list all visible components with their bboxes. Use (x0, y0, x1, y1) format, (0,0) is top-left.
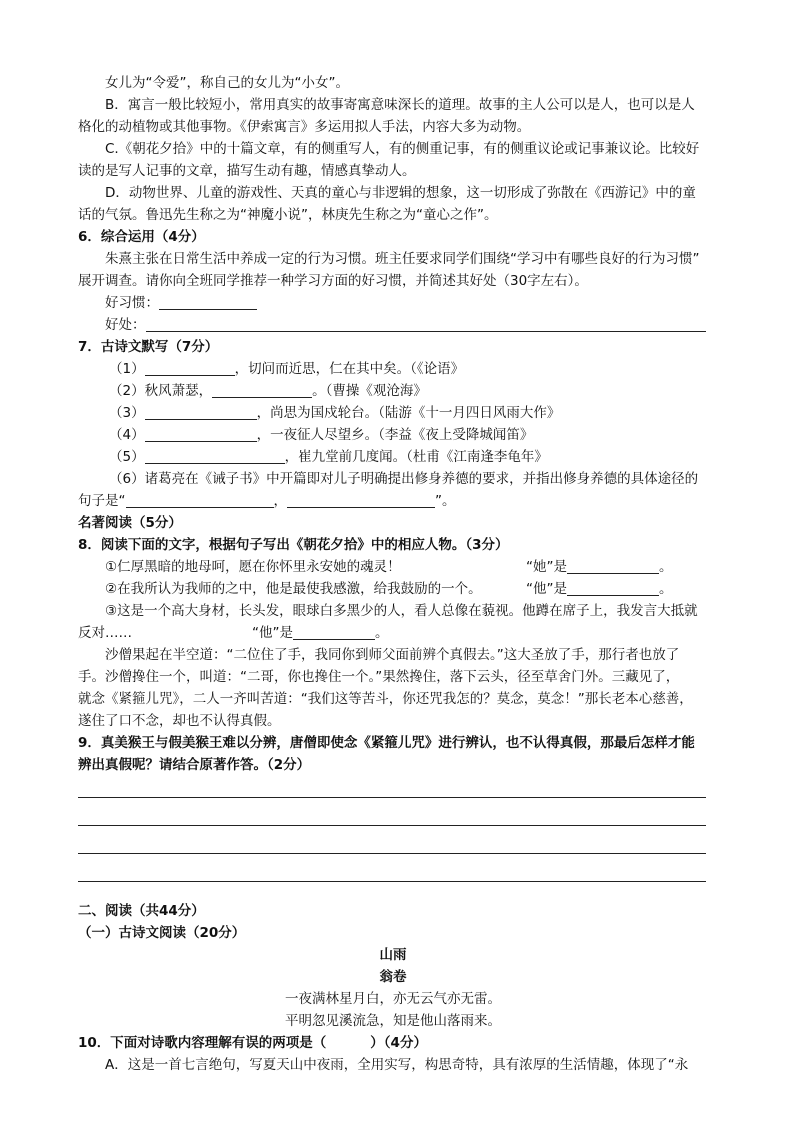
answer-line[interactable] (78, 832, 706, 854)
q8-item-3-cont (78, 622, 708, 644)
q7-item-2 (78, 380, 708, 402)
section-heading-mingzhu: 名著阅读（5分） (78, 515, 182, 531)
answer-blank[interactable] (567, 558, 659, 574)
answer-line[interactable] (78, 804, 706, 826)
passage-line: 手。沙僧搀住一个，叫道：“二哥，你也搀住一个。”果然搀住，落下云头，径至草舍门外。三藏见了， (78, 669, 680, 685)
q5-option-c-cont: 读的是写人记事的文章，描写生动有趣，情感真挚动人。 (78, 163, 416, 179)
exam-page (78, 72, 708, 1076)
q7-item-6: （6）诸葛亮在《诫子书》中开篇即对儿子明确提出修身养德的要求，并指出修身养德的具体途径的 (109, 471, 699, 487)
item-number: （1） (109, 361, 145, 377)
answer-blank[interactable] (567, 580, 659, 596)
answer-blank[interactable] (145, 448, 285, 464)
q5-option-c: C.《朝花夕拾》中的十篇文章，有的侧重写人，有的侧重记事，有的侧重议论或记事兼议论。比较好 (105, 141, 700, 157)
item-text: ”。 (435, 493, 456, 509)
q8-item-3: ③这是一个高大身材，长头发，眼球白多黑少的人，看人总像在藐视。他蹲在席子上，我发言大抵就 (105, 603, 698, 619)
passage-line: 遂住了口不念，却也不认得真假。 (78, 713, 281, 729)
item-text: ，一夜征人尽望乡。（李益《夜上受降城闻笛》 (256, 427, 534, 443)
q6-heading: 6．综合运用（4分） (78, 229, 205, 245)
item-text: ，尚思为国戍轮台。（陆游《十一月四日风雨大作》 (256, 405, 561, 421)
poem-line: 平明忽见溪流急，知是他山落雨来。 (285, 1013, 501, 1029)
q7-item-3 (78, 402, 708, 424)
q7-item-6-cont (78, 490, 708, 512)
question-text: 10．下面对诗歌内容理解有误的两项是（ (78, 1035, 327, 1051)
answer-blank[interactable] (293, 624, 375, 640)
q5-option-d-cont: 话的气氛。鲁迅先生称之为“神魔小说”，林庚先生称之为“童心之作”。 (78, 207, 498, 223)
answer-slot: “她”是 。 (526, 559, 673, 575)
question-text: ）（4分） (370, 1035, 427, 1051)
quote-text: 反对…… (78, 625, 132, 641)
q5-option-b: B．寓言一般比较短小，常用真实的故事寄寓意味深长的道理。故事的主人公可以是人，也可以是人 (105, 97, 695, 113)
slot-label: “他”是 (252, 625, 293, 641)
benefit-label: 好处： (105, 317, 146, 333)
q5-option-d: D．动物世界、儿童的游戏性、天真的童心与非逻辑的想象，这一切形成了弥散在《西游记》中的童 (105, 185, 696, 201)
answer-slot: “他”是 。 (252, 625, 389, 641)
q10-heading (78, 1032, 708, 1054)
q7-heading: 7．古诗文默写（7分） (78, 339, 219, 355)
q5-option-b-cont: 格化的动植物或其他事物。《伊索寓言》多运用拟人手法，内容大多为动物。 (78, 119, 531, 135)
item-number: （5） (109, 449, 145, 465)
item-number: （4） (109, 427, 145, 443)
item-text: ，崔九堂前几度闻。（杜甫《江南逢李龟年》 (284, 449, 548, 465)
item-text: 。（曹操《观沧海》 (312, 383, 427, 399)
q10-option-a: A．这是一首七言绝句，写夏天山中夜雨，全用实写，构思奇特，具有浓厚的生活情趣，体现了“永 (105, 1057, 689, 1073)
answer-blank[interactable] (145, 404, 257, 420)
passage-line: 沙僧果起在半空道：“二位住了手，我同你到师父面前辨个真假去。”这大圣放了手，那行者也放了 (105, 647, 680, 663)
slot-label: “她”是 (526, 559, 567, 575)
section-heading-reading: 二、阅读（共44分） (78, 903, 205, 919)
answer-blank[interactable] (126, 492, 274, 508)
quote-text: ①仁厚黑暗的地母呵，愿在你怀里永安她的魂灵！ (105, 559, 401, 575)
poem-line: 一夜满林星月白，亦无云气亦无雷。 (285, 991, 501, 1007)
item-text: ， (273, 493, 287, 509)
passage-line: 就念《紧箍儿咒》，二人一齐叫苦道：“我们这等苦斗，你还咒我怎的？莫念，莫念！”那长老本心慈善， (78, 691, 693, 707)
slot-label: “他”是 (526, 581, 567, 597)
q8-heading: 8．阅读下面的文字，根据句子写出《朝花夕拾》中的相应人物。（3分） (78, 537, 509, 553)
q7-item-4 (78, 424, 708, 446)
answer-blank[interactable] (145, 426, 257, 442)
q7-item-5 (78, 446, 708, 468)
answer-blank[interactable] (287, 492, 435, 508)
q9-heading: 9．真美猴王与假美猴王难以分辨，唐僧即使念《紧箍儿咒》进行辨认，也不认得真假，那最后怎样才能 (78, 735, 695, 751)
q6-benefit-row (78, 314, 708, 336)
item-text: 句子是“ (78, 493, 126, 509)
answer-line[interactable] (78, 860, 706, 882)
poem-title: 山雨 (379, 947, 407, 963)
item-number: （3） (109, 405, 145, 421)
quote-text: ②在我所认为我师的之中，他是最使我感激，给我鼓励的一个。 (105, 581, 482, 597)
item-number: （2） (109, 383, 145, 399)
q8-item-2 (78, 578, 708, 600)
item-text: 秋风萧瑟， (144, 383, 213, 399)
q6-habit-row (78, 292, 708, 314)
q6-prompt-cont: 展开调查。请你向全班同学推荐一种学习方面的好习惯，并简述其好处（30字左右）。 (78, 273, 588, 289)
q9-heading-cont: 辨出真假呢？请结合原著作答。（2分） (78, 757, 311, 773)
q5-line: 女儿为“令爱”，称自己的女儿为“小女”。 (105, 75, 349, 91)
poem-author: 翁卷 (379, 969, 407, 985)
answer-blank[interactable] (145, 360, 235, 376)
answer-blank[interactable] (212, 382, 312, 398)
habit-label: 好习惯： (105, 295, 159, 311)
q7-item-1 (78, 358, 708, 380)
q6-prompt: 朱熹主张在日常生活中养成一定的行为习惯。班主任要求同学们围绕“学习中有哪些良好的行为习惯” (105, 251, 700, 267)
subsection-heading: （一）古诗文阅读（20分） (78, 925, 246, 941)
q8-item-1 (78, 556, 708, 578)
answer-line[interactable] (78, 776, 706, 798)
benefit-answer-blank[interactable] (146, 316, 706, 332)
answer-slot: “他”是 。 (526, 581, 673, 597)
habit-answer-blank[interactable] (159, 294, 257, 310)
item-text: ，切问而近思，仁在其中矣。（《论语》 (234, 361, 465, 377)
